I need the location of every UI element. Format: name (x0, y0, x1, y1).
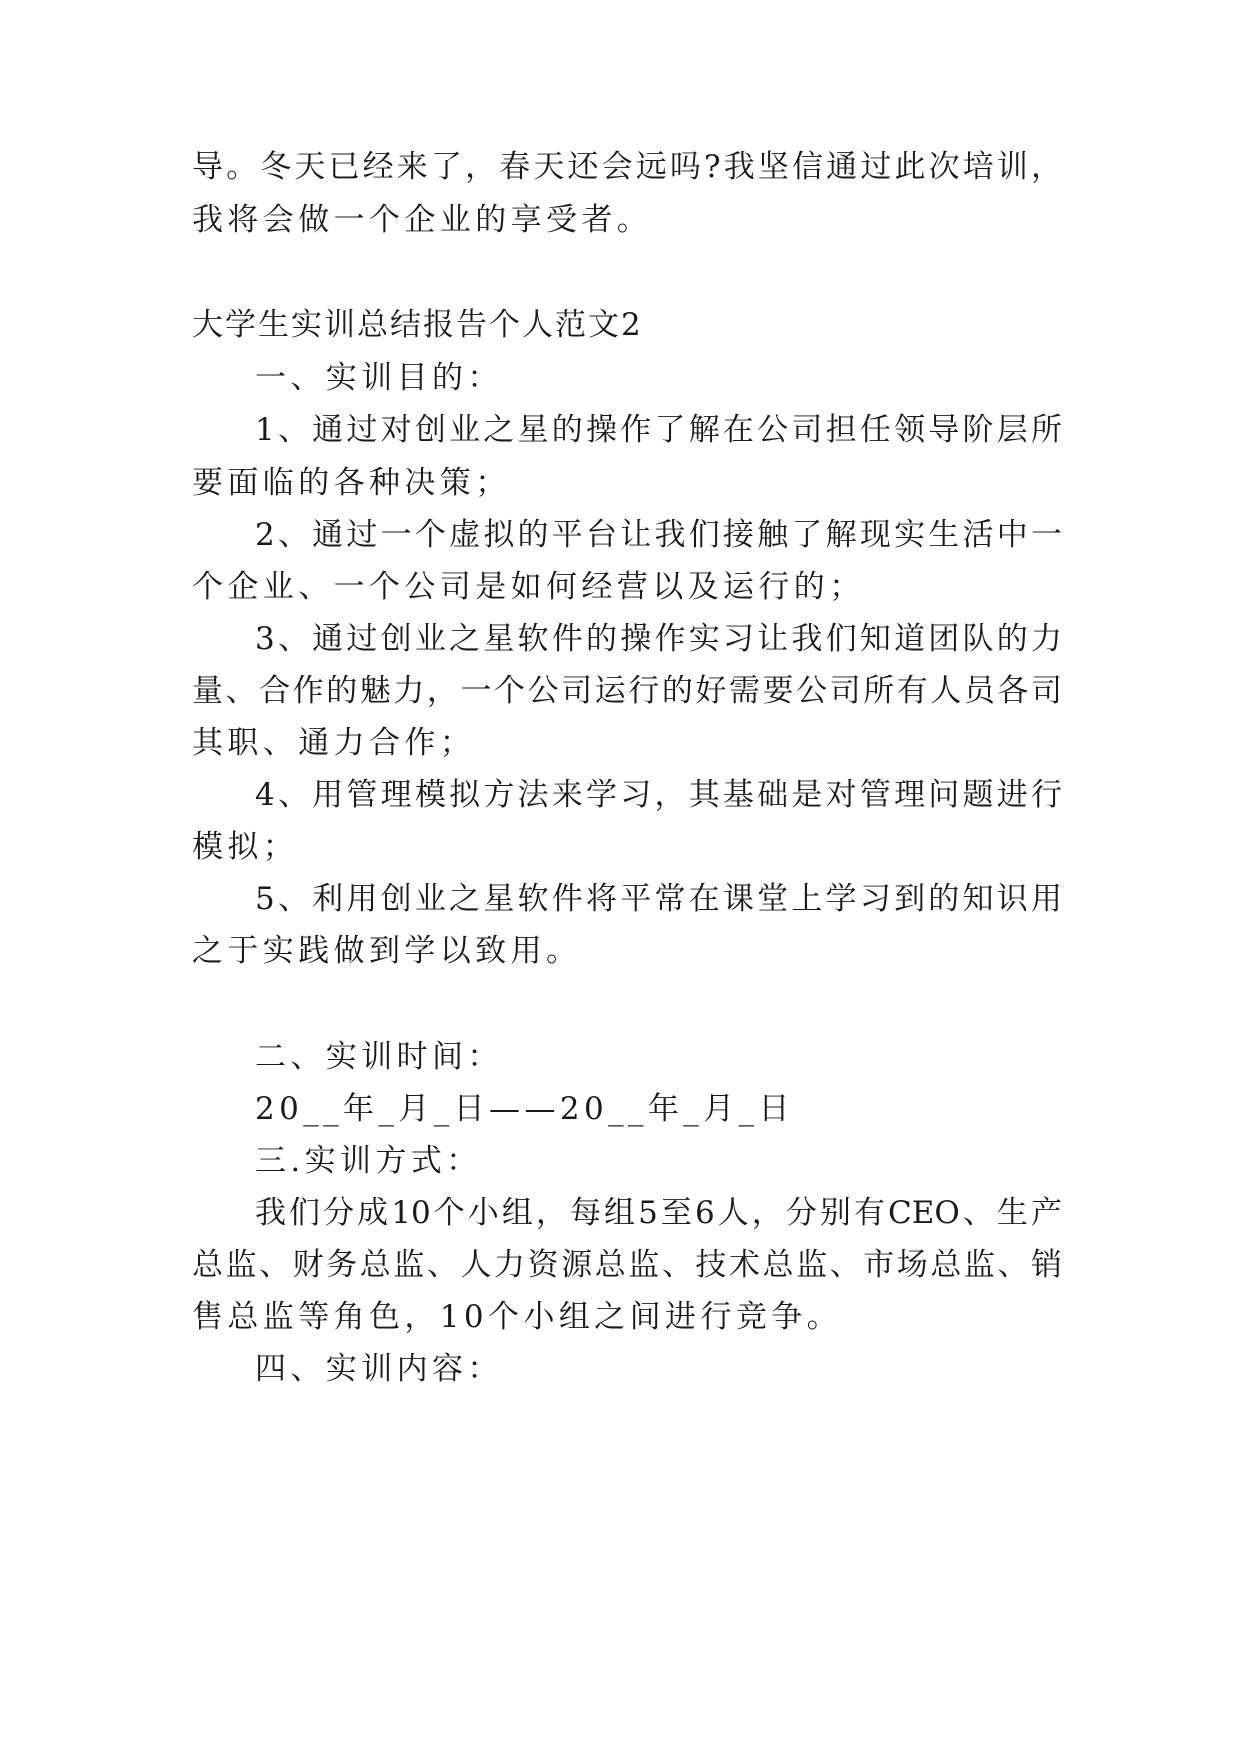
paragraph-line: 2、通过一个虚拟的平台让我们接触了解现实生活中一 (255, 517, 1062, 553)
paragraph-line: 1、通过对创业之星的操作了解在公司担任领导阶层所 (255, 412, 1062, 448)
paragraph-line: 模拟； (192, 829, 299, 865)
paragraph-line: 之于实践做到学以致用。 (192, 933, 582, 969)
date-range: 20__年_月_日——20__年_月_日 (255, 1091, 794, 1127)
paragraph-line: 总监、财务总监、人力资源总监、技术总监、市场总监、销 (192, 1247, 1062, 1283)
paragraph-line: 4、用管理模拟方法来学习，其基础是对管理问题进行 (255, 777, 1062, 813)
paragraph-line: 3、通过创业之星软件的操作实习让我们知道团队的力 (255, 621, 1062, 657)
paragraph-line: 售总监等角色，10个小组之间进行竞争。 (192, 1299, 843, 1335)
section-title: 大学生实训总结报告个人范文2 (192, 307, 643, 343)
heading-time: 二、实训时间： (255, 1039, 503, 1075)
paragraph-line: 量、合作的魅力，一个公司运行的好需要公司所有人员各司 (192, 673, 1062, 709)
heading-content: 四、实训内容： (255, 1351, 503, 1387)
paragraph-line: 我们分成10个小组，每组5至6人，分别有CEO、生产 (255, 1195, 1062, 1231)
paragraph-line: 导。冬天已经来了，春天还会远吗?我坚信通过此次培训， (192, 149, 1062, 185)
heading-objectives: 一、实训目的： (255, 360, 503, 396)
paragraph-line: 其职、通力合作； (192, 725, 476, 761)
paragraph-line: 个企业、一个公司是如何经营以及运行的； (192, 569, 865, 605)
paragraph-line: 我将会做一个企业的享受者。 (192, 202, 653, 238)
heading-method: 三.实训方式： (255, 1143, 482, 1179)
paragraph-line: 要面临的各种决策； (192, 465, 511, 501)
paragraph-line: 5、利用创业之星软件将平常在课堂上学习到的知识用 (255, 881, 1062, 917)
